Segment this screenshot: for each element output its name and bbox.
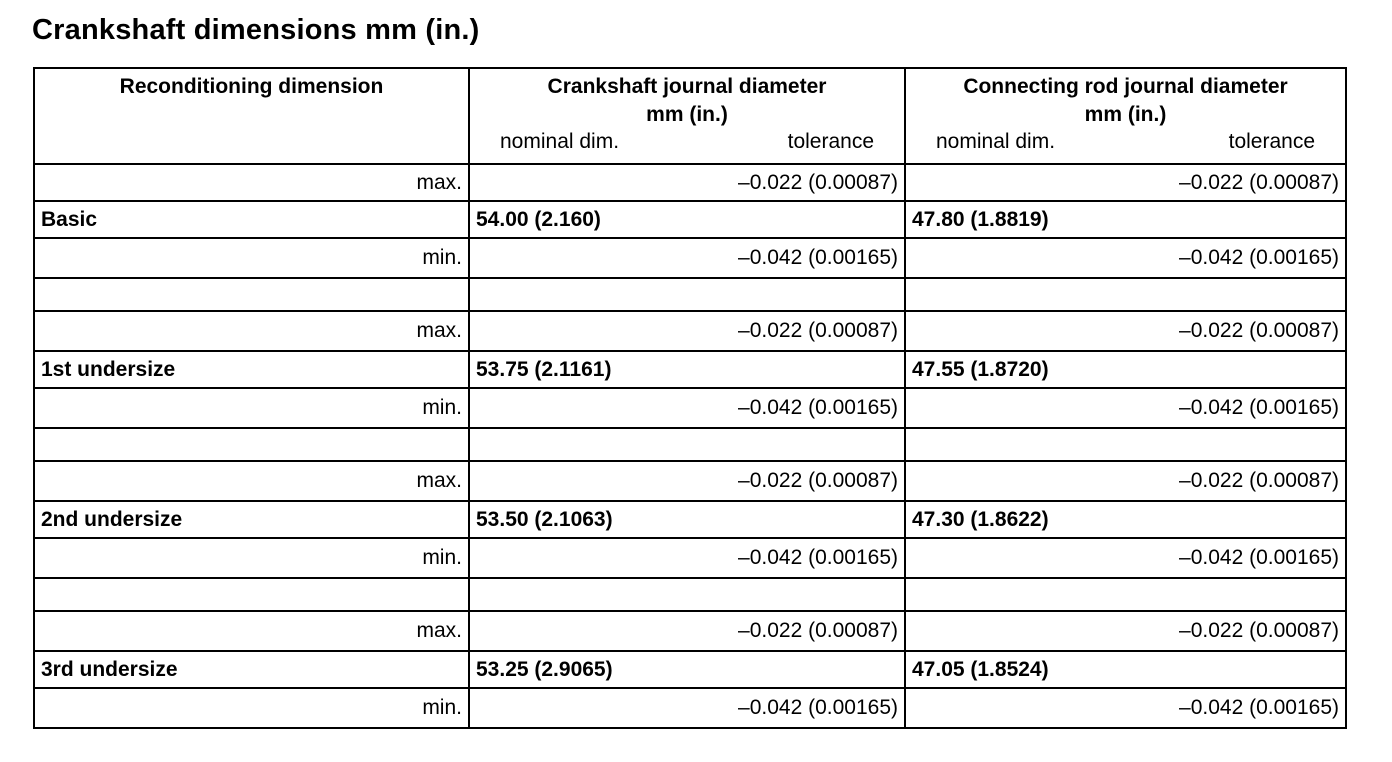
table-row bbox=[34, 201, 1346, 238]
size-label: Basic bbox=[34, 201, 469, 238]
rod-nominal-value: 47.55 (1.8720) bbox=[905, 351, 1346, 388]
crank-tolerance-max: –0.022 (0.00087) bbox=[469, 461, 905, 501]
size-label: 1st undersize bbox=[34, 351, 469, 388]
rod-tolerance-max: –0.022 (0.00087) bbox=[905, 461, 1346, 501]
rod-nominal-value: 47.30 (1.8622) bbox=[905, 501, 1346, 538]
max-label: max. bbox=[34, 461, 469, 501]
header-crank-tolerance: tolerance bbox=[787, 130, 874, 153]
empty-cell bbox=[905, 428, 1346, 461]
min-label: min. bbox=[34, 388, 469, 428]
header-reconditioning bbox=[34, 68, 469, 164]
spacer-row bbox=[34, 428, 1346, 461]
rod-tolerance-min: –0.042 (0.00165) bbox=[905, 688, 1346, 728]
table-row bbox=[34, 611, 1346, 651]
table-row bbox=[34, 688, 1346, 728]
min-label: min. bbox=[34, 238, 469, 278]
header-crank-title: Crankshaft journal diameter bbox=[547, 75, 827, 98]
header-crankshaft-journal bbox=[469, 68, 905, 164]
header-connecting-rod-journal bbox=[905, 68, 1346, 164]
empty-cell bbox=[34, 428, 469, 461]
crank-tolerance-min: –0.042 (0.00165) bbox=[469, 538, 905, 578]
crank-tolerance-max: –0.022 (0.00087) bbox=[469, 611, 905, 651]
crank-tolerance-min: –0.042 (0.00165) bbox=[469, 688, 905, 728]
empty-cell bbox=[469, 428, 905, 461]
crank-nominal-value: 53.75 (2.1161) bbox=[469, 351, 905, 388]
header-rod-nominal: nominal dim. bbox=[936, 130, 1056, 153]
size-label: 3rd undersize bbox=[34, 651, 469, 688]
header-rod-tolerance: tolerance bbox=[1228, 130, 1315, 153]
empty-cell bbox=[469, 278, 905, 311]
header-rod-title: Connecting rod journal diameter bbox=[963, 75, 1288, 98]
empty-cell bbox=[905, 278, 1346, 311]
max-label: max. bbox=[34, 164, 469, 201]
table-row bbox=[34, 164, 1346, 201]
empty-cell bbox=[34, 578, 469, 611]
min-label: min. bbox=[34, 688, 469, 728]
table-row bbox=[34, 538, 1346, 578]
crank-tolerance-max: –0.022 (0.00087) bbox=[469, 164, 905, 201]
table-header-row bbox=[34, 68, 1346, 164]
max-label: max. bbox=[34, 311, 469, 351]
crank-tolerance-min: –0.042 (0.00165) bbox=[469, 388, 905, 428]
crank-nominal-value: 54.00 (2.160) bbox=[469, 201, 905, 238]
table-row bbox=[34, 238, 1346, 278]
table-row bbox=[34, 311, 1346, 351]
crankshaft-dimensions-table bbox=[33, 67, 1347, 729]
max-label: max. bbox=[34, 611, 469, 651]
min-label: min. bbox=[34, 538, 469, 578]
table-row bbox=[34, 388, 1346, 428]
size-label: 2nd undersize bbox=[34, 501, 469, 538]
table-row bbox=[34, 461, 1346, 501]
rod-tolerance-max: –0.022 (0.00087) bbox=[905, 164, 1346, 201]
rod-tolerance-min: –0.042 (0.00165) bbox=[905, 538, 1346, 578]
crank-nominal-value: 53.25 (2.9065) bbox=[469, 651, 905, 688]
rod-nominal-value: 47.80 (1.8819) bbox=[905, 201, 1346, 238]
rod-tolerance-min: –0.042 (0.00165) bbox=[905, 388, 1346, 428]
header-rod-unit: mm (in.) bbox=[1084, 103, 1167, 126]
crank-tolerance-max: –0.022 (0.00087) bbox=[469, 311, 905, 351]
table-row bbox=[34, 501, 1346, 538]
rod-tolerance-max: –0.022 (0.00087) bbox=[905, 311, 1346, 351]
header-reconditioning-label: Reconditioning dimension bbox=[119, 75, 384, 98]
rod-tolerance-max: –0.022 (0.00087) bbox=[905, 611, 1346, 651]
page-title: Crankshaft dimensions mm (in.) bbox=[32, 14, 480, 46]
empty-cell bbox=[469, 578, 905, 611]
spacer-row bbox=[34, 578, 1346, 611]
table-row bbox=[34, 651, 1346, 688]
rod-tolerance-min: –0.042 (0.00165) bbox=[905, 238, 1346, 278]
spacer-row bbox=[34, 278, 1346, 311]
header-crank-unit: mm (in.) bbox=[646, 103, 728, 126]
crank-nominal-value: 53.50 (2.1063) bbox=[469, 501, 905, 538]
crank-tolerance-min: –0.042 (0.00165) bbox=[469, 238, 905, 278]
empty-cell bbox=[905, 578, 1346, 611]
rod-nominal-value: 47.05 (1.8524) bbox=[905, 651, 1346, 688]
header-crank-nominal: nominal dim. bbox=[500, 130, 620, 153]
table-row bbox=[34, 351, 1346, 388]
empty-cell bbox=[34, 278, 469, 311]
